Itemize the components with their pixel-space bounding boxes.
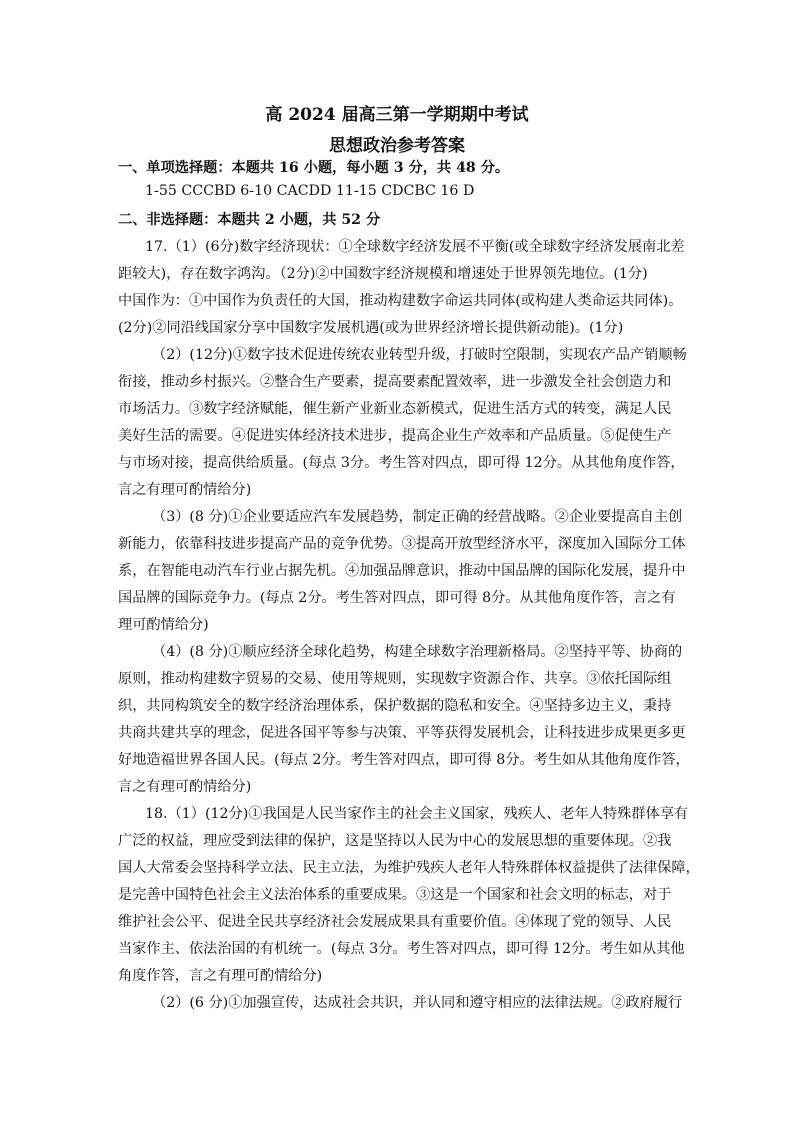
mcq-answers: 1-55 CCCBD 6-10 CACDD 11-15 CDCBC 16 D: [145, 183, 475, 199]
section-2-heading: 二、非选择题：本题共 2 小题，共 52 分: [118, 212, 381, 228]
answer-line: 距较大)，存在数字鸿沟。（2分)②中国数字经济规模和增速处于世界领先地位。(1分): [118, 266, 648, 282]
answer-line: 当家作主、依法治国的有机统一。(每点 3分。考生答对四点，即可得 12分。考生如从其他: [118, 941, 685, 957]
answer-line: 言之有理可酌情给分): [118, 482, 252, 498]
section-1-heading: 一、单项选择题：本题共 16 小题，每小题 3 分，共 48 分。: [118, 160, 510, 176]
answer-line: 理可酌情给分): [118, 617, 209, 633]
answer-line: 18.（1）(12分)①我国是人民当家作主的社会主义国家，残疾人、老年人特殊群体享有: [145, 806, 689, 822]
answer-line: 好地造福世界各国人民。(每点 2分。考生答对四点，即可得 8分。考生如从其他角度作答，: [118, 752, 690, 768]
answer-line: 与市场对接，提高供给质量。(每点 3分。考生答对四点，即可得 12分。从其他角度作答，: [118, 455, 685, 471]
answer-line: 17.（1）(6分)数字经济现状：①全球数字经济发展不平衡(或全球数字经济发展南北差: [145, 239, 685, 255]
answer-line: 新能力，依靠科技进步提高产品的竞争优势。③提高开放型经济水平，深度加入国际分工体: [118, 536, 686, 552]
answer-line: 角度作答，言之有理可酌情给分): [118, 968, 323, 984]
answer-line: （3）(8 分)①企业要适应汽车发展趋势，制定正确的经营战略。②企业要提高自主创: [152, 509, 683, 525]
answer-line: 美好生活的需要。④促进实体经济技术进步，提高企业生产效率和产品质量。⑤促使生产: [118, 428, 672, 444]
answer-line: 衔接，推动乡村振兴。②整合生产要素，提高要素配置效率，进一步激发全社会创造力和: [118, 374, 672, 390]
answer-line: (2分)②同沿线国家分享中国数字发展机遇(或为世界经济增长提供新动能)。(1分): [118, 320, 624, 336]
answer-line: 系，在智能电动汽车行业占据先机。④加强品牌意识，推动中国品牌的国际化发展，提升中: [118, 563, 686, 579]
answer-line: 共商共建共享的理念，促进各国平等参与决策、平等获得发展机会，让科技进步成果更多更: [118, 725, 686, 741]
answer-line: 中国作为：①中国作为负责任的大国，推动构建数字命运共同体(或构建人类命运共同体)。: [118, 293, 683, 309]
answer-line: 是完善中国特色社会主义法治体系的重要成果。③这是一个国家和社会文明的标志，对于: [118, 887, 672, 903]
answer-line: （4）(8 分)①顺应经济全球化趋势，构建全球数字治理新格局。②坚持平等、协商的: [152, 644, 683, 660]
answer-line: 广泛的权益，理应受到法律的保护，这是坚持以人民为中心的发展思想的重要体现。②我: [118, 833, 672, 849]
answer-line: 原则，推动构建数字贸易的交易、使用等规则，实现数字资源合作、共享。③依托国际组: [118, 671, 672, 687]
answer-line: 言之有理可酌情给分): [118, 779, 252, 795]
answer-line: 市场活力。③数字经济赋能，催生新产业新业态新模式，促进生活方式的转变，满足人民: [118, 401, 672, 417]
answer-line: 维护社会公平、促进全民共享经济社会发展成果具有重要价值。④体现了党的领导、人民: [118, 914, 672, 930]
answer-line: （2）(12分)①数字技术促进传统农业转型升级，打破时空限制，实现农产品产销顺畅: [152, 347, 687, 363]
answer-line: 织，共同构筑安全的数字经济治理体系，保护数据的隐私和安全。④坚持多边主义，秉持: [118, 698, 672, 714]
answer-line: （2）(6 分)①加强宣传，达成社会共识，并认同和遵守相应的法律法规。②政府履行: [152, 995, 683, 1011]
answer-line: 国品牌的国际竞争力。(每点 2分。考生答对四点，即可得 8分。从其他角度作答，言之有: [118, 590, 676, 606]
exam-title: 高 2024 届高三第一学期期中考试: [265, 105, 529, 125]
exam-subtitle: 思想政治参考答案: [329, 136, 465, 156]
answer-line: 国人大常委会坚持科学立法、民主立法，为维护残疾人老年人特殊群体权益提供了法律保障，: [118, 860, 700, 876]
